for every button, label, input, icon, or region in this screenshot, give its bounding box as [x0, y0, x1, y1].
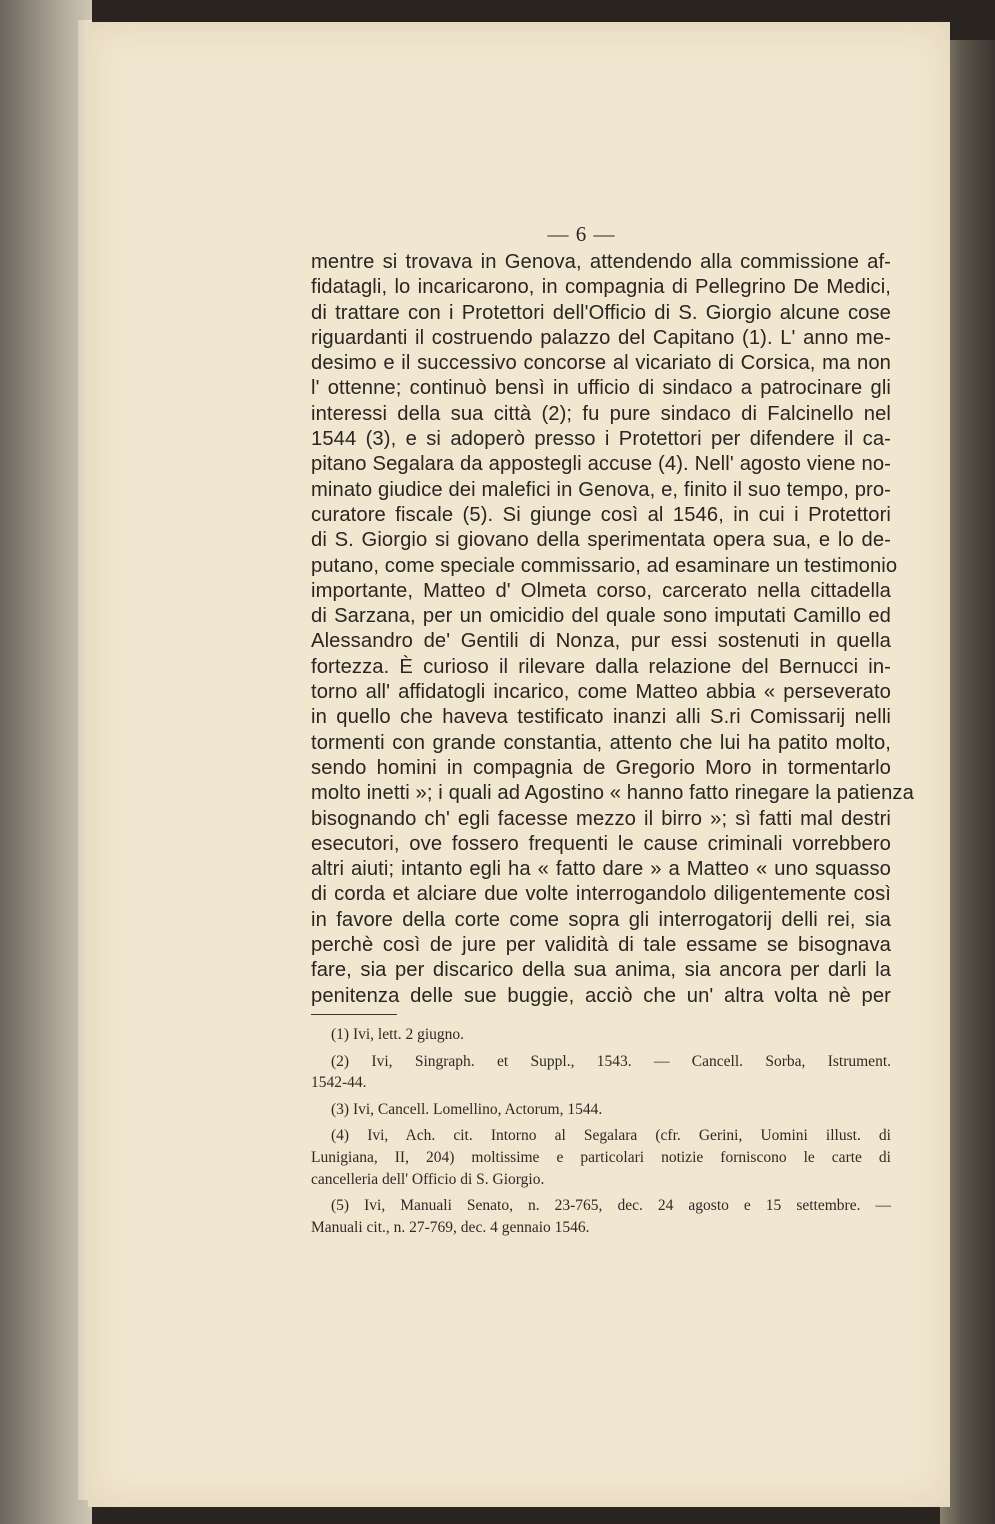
footnote-line: cancelleria dell' Officio di S. Giorgio.	[311, 1170, 545, 1188]
footnote-line: (3) Ivi, Cancell. Lomellino, Actorum, 1544.	[331, 1100, 603, 1118]
main-text	[311, 250, 914, 1009]
text-line: esecutori, ove fossero frequenti le cause criminali vorrebbero	[311, 832, 891, 855]
footnote-separator	[311, 1014, 397, 1015]
text-line: fidatagli, lo incaricarono, in compagnia di Pellegrino De Medici,	[311, 276, 891, 299]
text-line: penitenza delle sue buggie, acciò che un' altra volta nè per	[311, 984, 891, 1007]
text-line: sendo homini in compagnia de Gregorio Moro in tormentarlo	[311, 756, 891, 779]
footnote-line: Manuali cit., n. 27-769, dec. 4 gennaio 1546.	[311, 1218, 590, 1236]
text-line: di corda et alciare due volte interrogandolo diligentemente così	[311, 883, 891, 906]
text-line: di S. Giorgio si giovano della sperimentata opera sua, e lo de-	[311, 529, 891, 552]
footnote-line: 1542-44.	[311, 1074, 367, 1092]
text-line: 1544 (3), e si adoperò presso i Protettori per difendere il ca-	[311, 428, 891, 451]
footnote-line: (5) Ivi, Manuali Senato, n. 23-765, dec. 24 agosto e 15 settembre. —	[331, 1197, 891, 1215]
text-line: Alessandro de' Gentili di Nonza, pur essi sostenuti in quella	[311, 630, 891, 653]
footnote-line: (4) Ivi, Ach. cit. Intorno al Segalara (cfr. Gerini, Uomini illust. di	[331, 1127, 891, 1145]
text-line: in favore della corte come sopra gli interrogatorij delli rei, sia	[311, 908, 891, 931]
footnote-line: (2) Ivi, Singraph. et Suppl., 1543. — Cancell. Sorba, Istrument.	[331, 1052, 891, 1070]
text-line: l' ottenne; continuò bensì in ufficio di sindaco a patrocinare gli	[311, 377, 891, 400]
text-line: torno all' affidatogli incarico, come Matteo abbia « perseverato	[311, 681, 891, 704]
footnotes	[311, 1024, 891, 1238]
text-line: curatore fiscale (5). Si giunge così al 1546, in cui i Protettori	[311, 503, 891, 526]
text-line: di Sarzana, per un omicidio del quale sono imputati Camillo ed	[311, 605, 891, 628]
text-line: fortezza. È curioso il rilevare dalla relazione del Bernucci in-	[311, 655, 891, 678]
text-line: minato giudice dei malefici in Genova, e, finito il suo tempo, pro-	[311, 478, 891, 501]
text-line: bisognando ch' egli facesse mezzo il birro »; sì fatti mal destri	[311, 807, 891, 830]
text-line: interessi della sua città (2); fu pure sindaco di Falcinello nel	[311, 402, 891, 425]
text-line: riguardanti il costruendo palazzo del Capitano (1). L' anno me-	[311, 326, 891, 349]
text-line: importante, Matteo d' Olmeta corso, carcerato nella cittadella	[311, 579, 891, 602]
text-line: putano, come speciale commissario, ad esaminare un testimonio	[311, 554, 898, 577]
page-number: — 6 —	[547, 222, 616, 246]
text-line: mentre si trovava in Genova, attendendo alla commissione af-	[311, 251, 891, 273]
text-line: in quello che haveva testificato inanzi alli S.ri Comissarij nelli	[311, 706, 891, 729]
text-line: altri aiuti; intanto egli ha « fatto dare » a Matteo « uno squasso	[311, 858, 891, 881]
footnote-line: (1) Ivi, lett. 2 giugno.	[331, 1026, 465, 1043]
text-line: di trattare con i Protettori dell'Officio di S. Giorgio alcune cose	[311, 301, 891, 324]
text-line: desimo e il successivo concorse al vicariato di Corsica, ma non	[311, 352, 891, 375]
text-line: pitano Segalara da appostegli accuse (4). Nell' agosto viene no-	[311, 453, 891, 476]
footnote-line: Lunigiana, II, 204) moltissime e particolari notizie forniscono le carte di	[311, 1148, 891, 1166]
text-line: fare, sia per discarico della sua anima, sia ancora per darli la	[311, 959, 891, 982]
text-line: tormenti con grande constantia, attento che lui ha patito molto,	[311, 731, 891, 754]
text-line: perchè così de jure per validità di tale essame se bisognava	[311, 934, 891, 957]
text-line: molto inetti »; i quali ad Agostino « hanno fatto rinegare la patienza	[311, 782, 914, 805]
